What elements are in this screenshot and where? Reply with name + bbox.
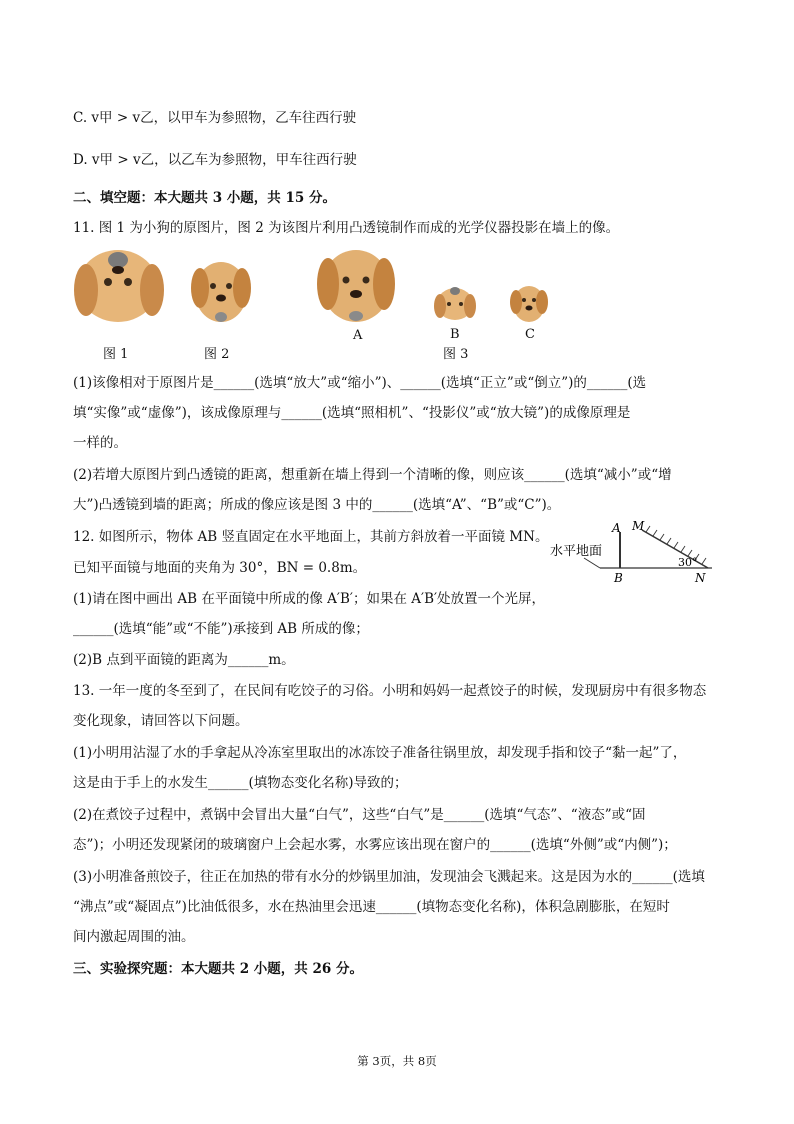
option-d: D. v甲 > v乙，以乙车为参照物，甲车往西行驶 xyxy=(73,152,357,168)
fig3-caption: 图 3 xyxy=(443,347,469,362)
q12-line1: 12. 如图所示，物体 AB 竖直固定在水平地面上，其前方斜放着一平面镜 MN。 xyxy=(73,529,549,545)
q12-mirror-diagram xyxy=(550,518,720,590)
fig3-label-a: A xyxy=(353,328,363,343)
q12-part1-line1: (1)请在图中画出 AB 在平面镜中所成的像 A′B′；如果在 A′B′处放置一个光屏， xyxy=(73,591,546,607)
angle-label: 30° xyxy=(678,556,698,569)
fig3-option-c-image xyxy=(510,286,548,322)
q13-line1: 13. 一年一度的冬至到了，在民间有吃饺子的习俗。小明和妈妈一起煮饺子的时候，发现厨房中有很多物态 xyxy=(73,683,707,699)
fig2-caption: 图 2 xyxy=(204,347,230,362)
q11-part1-line3: 一样的。 xyxy=(73,435,127,451)
q13-part3-line3: 间内激起周围的油。 xyxy=(73,929,195,945)
option-c: C. v甲 > v乙，以甲车为参照物，乙车往西行驶 xyxy=(73,110,357,126)
mirror-mn xyxy=(642,530,708,568)
fig3-label-c: C xyxy=(525,327,535,342)
section-heading-experiment: 三、实验探究题：本大题共 2 小题，共 26 分。 xyxy=(73,961,363,977)
q12-line2: 已知平面镜与地面的夹角为 30°，BN = 0.8m。 xyxy=(73,560,367,576)
ground-label-leader xyxy=(584,558,600,568)
fig3-label-b: B xyxy=(450,327,460,342)
ground-label: 水平地面 xyxy=(550,544,603,559)
page-number-footer: 第 3页，共 8页 xyxy=(357,1054,437,1068)
q11-part2-line1: (2)若增大原图片到凸透镜的距离，想重新在墙上得到一个清晰的像，则应该______(选填“减小”或“增 xyxy=(73,467,672,483)
q11-part1-line2: 填“实像”或“虚像”)，该成像原理与______(选填“照相机”、“投影仪”或“放大镜”)的成像原理是 xyxy=(73,405,631,421)
q11-stem: 11. 图 1 为小狗的原图片，图 2 为该图片利用凸透镜制作而成的光学仪器投影在墙上的像。 xyxy=(73,220,620,236)
q13-part1-line1: (1)小明用沾湿了水的手拿起从冷冻室里取出的冰冻饺子准备往锅里放，却发现手指和饺子“黏一起”了， xyxy=(73,745,687,761)
q12-part1-line2: ______(选填“能”或“不能”)承接到 AB 所成的像； xyxy=(73,621,369,637)
fig3-option-b-image xyxy=(434,284,476,320)
q11-figures xyxy=(72,238,572,360)
fig2-dog-image xyxy=(191,262,251,322)
fig1-caption: 图 1 xyxy=(103,347,129,362)
point-b-label: B xyxy=(614,571,623,585)
fig3-option-a-image xyxy=(317,250,395,322)
q13-part2-line2: 态”)；小明还发现紧闭的玻璃窗户上会起水雾，水雾应该出现在窗户的______(选填“外侧”或“内侧”)； xyxy=(73,837,677,853)
q13-part2-line1: (2)在煮饺子过程中，煮锅中会冒出大量“白气”，这些“白气”是______(选填“气态”、“液态”或“固 xyxy=(73,807,646,823)
section-heading-fill-in: 二、填空题：本大题共 3 小题，共 15 分。 xyxy=(73,190,336,206)
q13-part1-line2: 这是由于手上的水发生______(填物态变化名称)导致的； xyxy=(73,775,408,791)
point-a-label: A xyxy=(612,521,621,535)
fig1-dog-image xyxy=(74,238,164,324)
q13-line2: 变化现象，请回答以下问题。 xyxy=(73,713,249,729)
point-m-label: M xyxy=(632,519,645,533)
q13-part3-line1: (3)小明准备煎饺子，往正在加热的带有水分的炒锅里加油，发现油会飞溅起来。这是因为水的______(选填 xyxy=(73,869,705,885)
q11-part2-line2: 大”)凸透镜到墙的距离；所成的像应该是图 3 中的______(选填“A”、“B”或“C”)。 xyxy=(73,497,561,513)
q13-part3-line2: “沸点”或“凝固点”)比油低很多，水在热油里会迅速______(填物态变化名称)，体积急剧膨胀，在短时 xyxy=(73,899,670,915)
point-n-label: N xyxy=(695,571,706,585)
q12-part2: (2)B 点到平面镜的距离为______m。 xyxy=(73,652,295,668)
q11-part1-line1: (1)该像相对于原图片是______(选填“放大”或“缩小”)、______(选填“正立”或“倒立”)的______(选 xyxy=(73,375,647,391)
